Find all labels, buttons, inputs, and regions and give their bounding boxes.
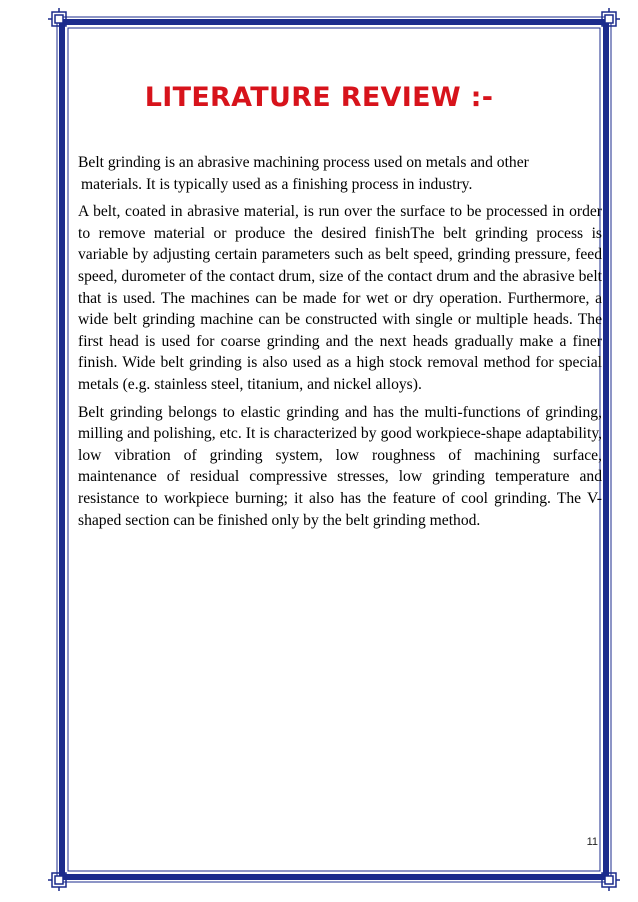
page-heading: LITERATURE REVIEW :- <box>144 82 494 113</box>
paragraph-1-line-1: Belt grinding is an abrasive machining process used on metals and other <box>78 154 529 171</box>
paragraph-2: A belt, coated in abrasive material, is run over the surface to be processed in order to remove material or produce the desired finishThe belt grinding process is variable by adjusting certain parameters such as belt speed, grinding pressure, feed speed, durometer of the contact drum, size of the contact drum and the abrasive belt that is used. The machines can be made for wet or dry operation. Furthermore, a wide belt grinding machine can be constructed with single or multiple heads. The first head is used for coarse grinding and the next heads gradually make a finer finish. Wide belt grinding is also used as a high stock removal method for special metals (e.g. stainless steel, titanium, and nickel alloys). <box>78 203 602 393</box>
paragraph-1 <box>78 152 602 195</box>
page-number: 11 <box>586 836 598 848</box>
corner-ornament-top-right <box>602 8 620 26</box>
corner-ornament-bottom-left <box>48 873 66 891</box>
document-body <box>78 152 602 537</box>
corner-ornament-bottom-right <box>602 873 620 891</box>
corner-ornament-top-left <box>48 8 66 26</box>
paragraph-3: Belt grinding belongs to elastic grinding and has the multi-functions of grinding, milling and polishing, etc. It is characterized by good workpiece-shape adaptability, low vibration of grinding system, low roughness of machining surface, maintenance of residual compressive stresses, low grinding temperature and resistance to workpiece burning; it also has the feature of cool grinding. The V-shaped section can be finished only by the belt grinding method. <box>78 403 602 529</box>
paragraph-1-line-2: materials. It is typically used as a finishing process in industry. <box>81 175 473 193</box>
